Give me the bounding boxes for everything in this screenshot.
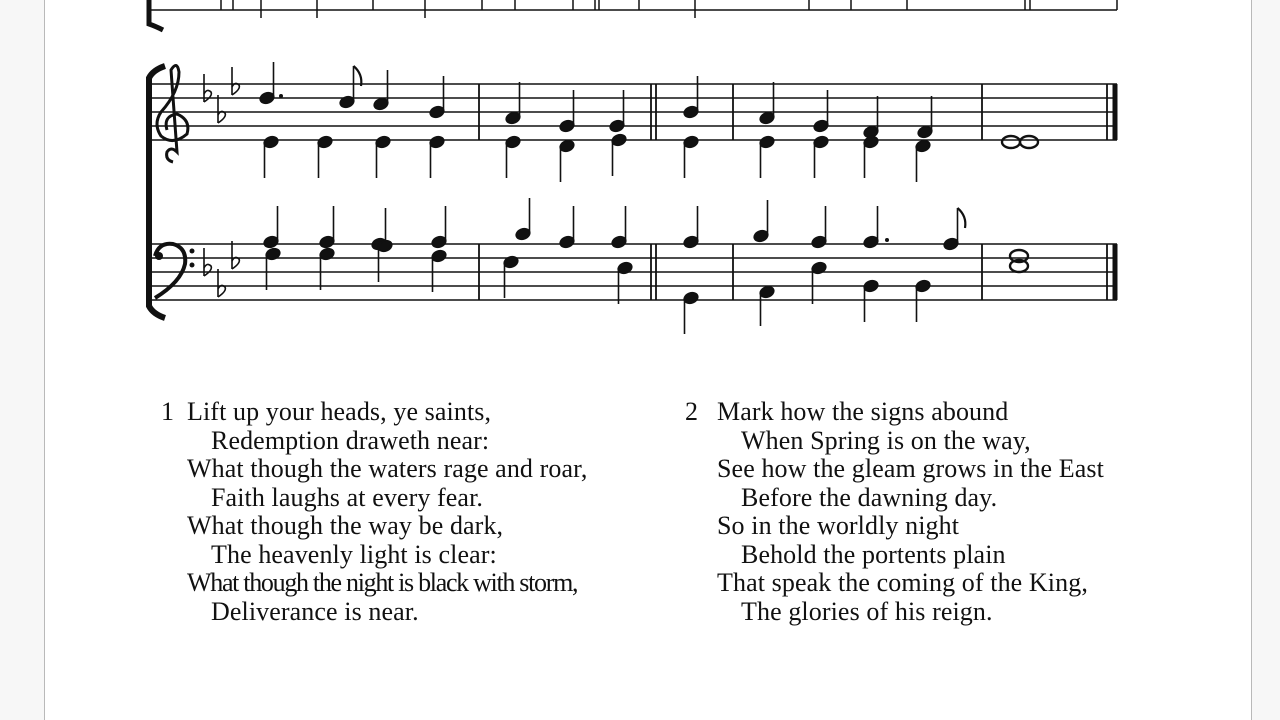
verse-line: So in the worldly night [717, 511, 960, 540]
bass-clef-icon [155, 244, 195, 298]
music-score [45, 0, 1253, 360]
verse-line: Deliverance is near. [211, 596, 419, 626]
treble-staff [149, 84, 1117, 140]
verse-line: The glories of his reign. [741, 596, 993, 626]
verse-line: Before the dawning day. [741, 482, 998, 512]
verse-line: When Spring is on the way, [741, 425, 1031, 455]
verse-line: Redemption draweth near: [211, 425, 490, 455]
verse-line: The heavenly light is clear: [211, 539, 497, 569]
verse-1 [161, 398, 587, 626]
verse-line: What though the waters rage and roar, [187, 454, 588, 483]
verse-line: Faith laughs at every fear. [211, 482, 483, 512]
barlines [479, 84, 1115, 300]
verse-line: Behold the portents plain [741, 539, 1006, 569]
previous-system-fragment [149, 0, 1117, 30]
system-brace [149, 66, 165, 318]
verse-line: Lift up your heads, ye saints, [187, 397, 492, 426]
verse-number: 2 [685, 397, 699, 426]
bass-tenor-notes [263, 198, 1028, 262]
bass-staff [149, 244, 1117, 300]
treble-key-signature-flats [204, 67, 239, 123]
verse-line: That speak the coming of the King, [717, 568, 1088, 597]
hymn-page [44, 0, 1252, 720]
verse-2 [685, 398, 1104, 626]
bass-key-signature-flats [204, 241, 239, 297]
treble-soprano-notes [259, 62, 1020, 148]
verse-line: What though the night is black with storm, [187, 568, 578, 597]
verse-line: See how the gleam grows in the East [717, 454, 1104, 483]
verse-line: What though the way be dark, [187, 511, 504, 540]
verse-line: Mark how the signs abound [717, 397, 1009, 426]
treble-clef-icon [157, 65, 188, 162]
verse-number: 1 [161, 397, 175, 426]
